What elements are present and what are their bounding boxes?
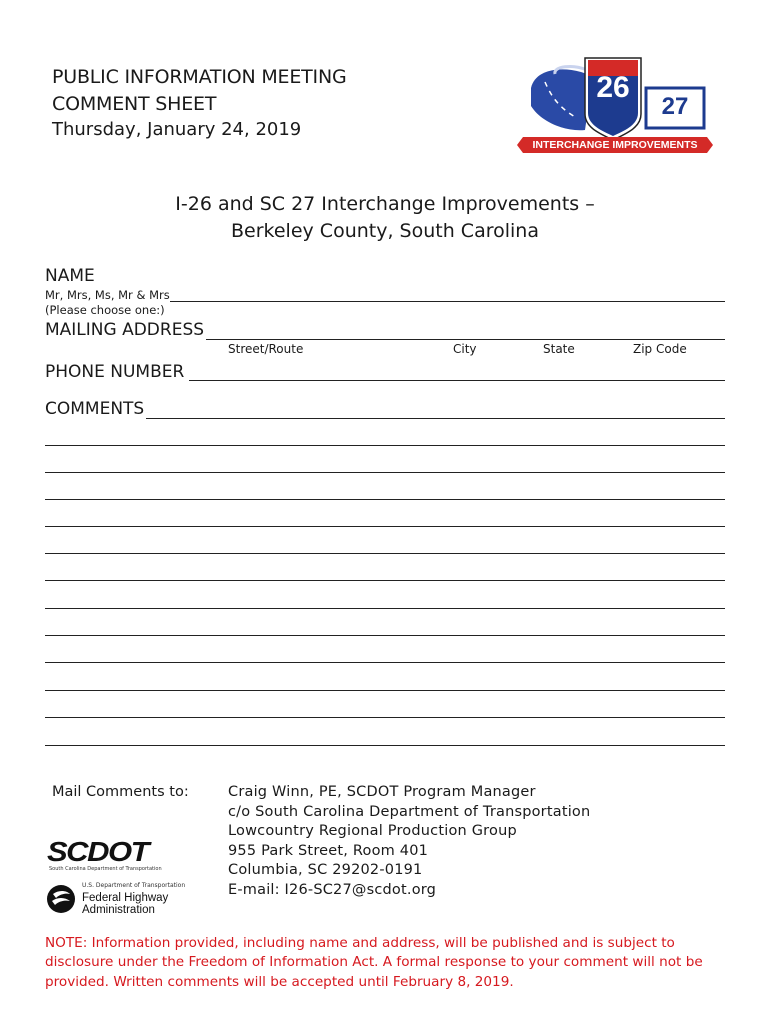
disclosure-note: NOTE: Information provided, including name and address, will be published and is subject to disclosure under the Freedom of Information Act. A formal response to your comment will not be provided. Written comments will be accepted until February 8, 2019. xyxy=(45,935,703,990)
comment-line[interactable] xyxy=(45,635,725,636)
interstate-26-number: 26 xyxy=(596,71,630,104)
project-title xyxy=(0,191,770,245)
scdot-logo: SCDOT xyxy=(47,835,148,868)
fhwa-name-line1: Federal Highway xyxy=(82,892,169,904)
comment-line[interactable] xyxy=(45,553,725,554)
comment-line[interactable] xyxy=(146,418,725,419)
comment-line[interactable] xyxy=(45,608,725,609)
fhwa-name xyxy=(82,892,168,916)
mailing-address-label: MAILING ADDRESS xyxy=(45,320,205,340)
fhwa-emblem-icon xyxy=(46,884,76,914)
address-line: Lowcountry Regional Production Group xyxy=(228,823,517,840)
mailing-address-field-line[interactable] xyxy=(206,339,725,340)
mail-comments-label: Mail Comments to: xyxy=(52,784,189,800)
comment-line[interactable] xyxy=(45,472,725,473)
zip-code-sublabel: Zip Code xyxy=(633,342,687,356)
name-hint-line1: Mr, Mrs, Ms, Mr & Mrs xyxy=(45,288,170,302)
sheet-title-line1: PUBLIC INFORMATION MEETING xyxy=(52,66,347,88)
comment-line[interactable] xyxy=(45,499,725,500)
logo-banner-text: INTERCHANGE IMPROVEMENTS xyxy=(532,139,698,151)
address-line: c/o South Carolina Department of Transportation xyxy=(228,803,591,820)
comment-line[interactable] xyxy=(45,745,725,746)
phone-number-field-line[interactable] xyxy=(189,380,725,381)
address-line: Craig Winn, PE, SCDOT Program Manager xyxy=(228,784,536,800)
name-field-line[interactable] xyxy=(170,301,725,302)
comment-line[interactable] xyxy=(45,662,725,663)
comment-line[interactable] xyxy=(45,717,725,718)
comment-line[interactable] xyxy=(45,580,725,581)
fhwa-name-line2: Administration xyxy=(82,904,155,916)
sheet-title-line2: COMMENT SHEET xyxy=(52,93,217,115)
name-label: NAME xyxy=(45,266,95,286)
comment-line[interactable] xyxy=(45,526,725,527)
name-hint-line2: (Please choose one:) xyxy=(45,303,165,317)
mailing-address-block xyxy=(228,783,590,901)
state-sublabel: State xyxy=(543,342,575,356)
project-title-line2: Berkeley County, South Carolina xyxy=(231,220,539,242)
city-sublabel: City xyxy=(453,342,477,356)
project-title-line1: I-26 and SC 27 Interchange Improvements – xyxy=(175,193,595,215)
phone-number-label: PHONE NUMBER xyxy=(45,362,185,382)
scdot-caption: South Carolina Department of Transportation xyxy=(49,866,162,872)
email-address[interactable]: E-mail: I26-SC27@scdot.org xyxy=(228,881,437,898)
comment-line[interactable] xyxy=(45,445,725,446)
project-logo xyxy=(515,46,715,158)
comments-label: COMMENTS xyxy=(45,399,145,419)
meeting-date: Thursday, January 24, 2019 xyxy=(52,119,302,140)
address-line: Columbia, SC 29202-0191 xyxy=(228,862,423,879)
comment-line[interactable] xyxy=(45,690,725,691)
route-27-number: 27 xyxy=(661,93,689,120)
street-route-sublabel: Street/Route xyxy=(228,342,304,356)
fhwa-department-caption: U.S. Department of Transportation xyxy=(82,882,186,889)
address-line: 955 Park Street, Room 401 xyxy=(228,842,429,859)
